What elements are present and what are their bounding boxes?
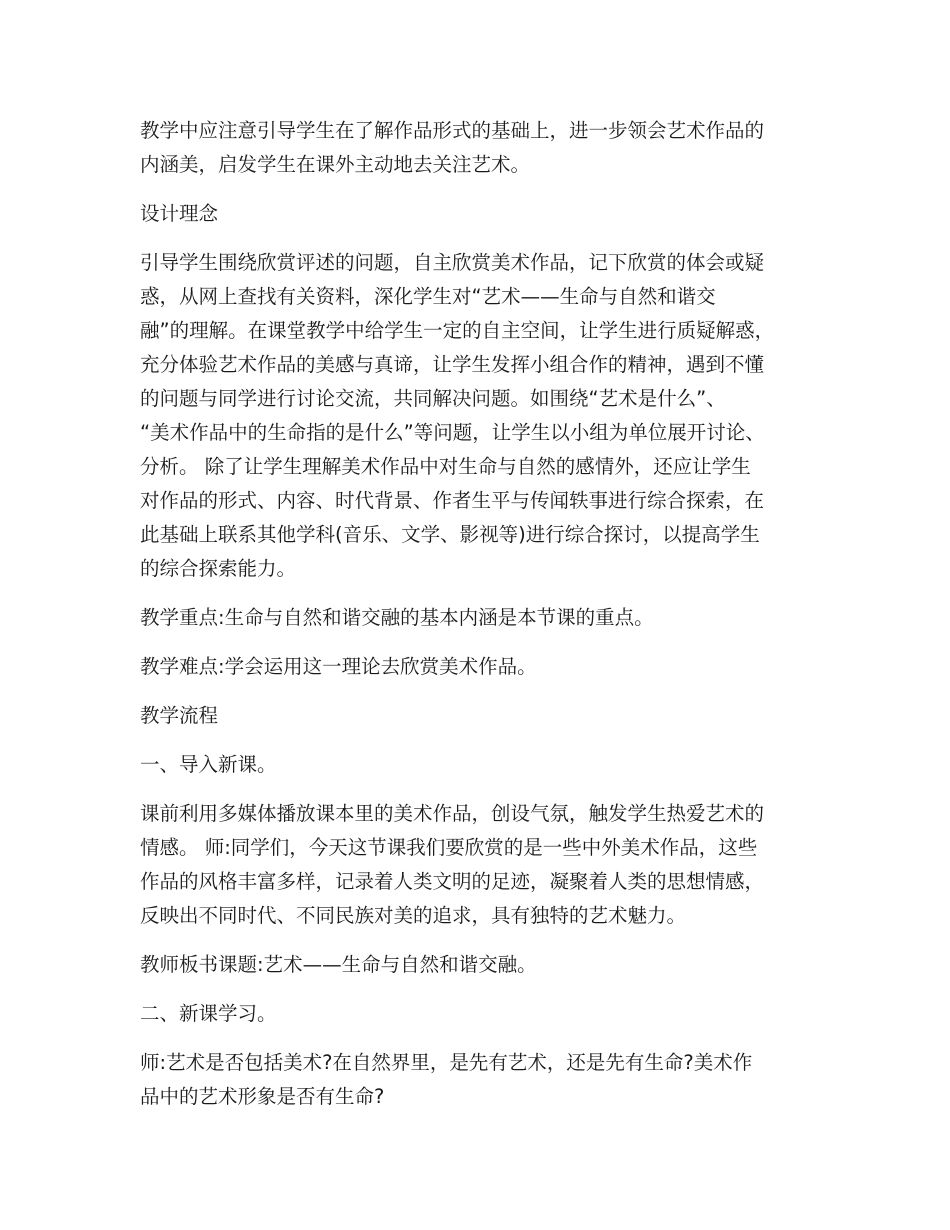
- paragraph-teacher-question: 师:艺术是否包括美术?在自然界里，是先有艺术，还是先有生命?美术作 品中的艺术形象是否有生命?: [140, 1051, 753, 1108]
- heading-design-concept: 设计理念: [140, 202, 219, 225]
- heading-introduction: 一、导入新课。: [140, 753, 277, 776]
- heading-teaching-process: 教学流程: [140, 704, 219, 727]
- paragraph-introduction: 课前利用多媒体播放课本里的美术作品，创设气氛，触发学生热爱艺术的 情感。 师:同学们，今天这节课我们要欣赏的是一些中外美术作品，这些 作品的风格丰富多样，记录着人类文明的足迹，凝聚着人类的思想情感， 反映出不同时代、不同民族对美的追求，具有独特的艺术魅力。: [140, 802, 765, 927]
- teaching-difficulty: 教学难点:学会运用这一理论去欣赏美术作品。: [140, 655, 537, 678]
- heading-new-lesson: 二、新课学习。: [140, 1002, 277, 1025]
- blackboard-title: 教师板书课题:艺术——生命与自然和谐交融。: [140, 953, 537, 976]
- teaching-key-point: 教学重点:生命与自然和谐交融的基本内涵是本节课的重点。: [140, 606, 654, 629]
- paragraph-design-concept: 引导学生围绕欣赏评述的问题，自主欣赏美术作品，记下欣赏的体会或疑 惑，从网上查找有关资料，深化学生对“艺术——生命与自然和谐交 融”的理解。在课堂教学中给学生一定的自主空间，让学生进行质疑解惑， 充分体验艺术作品的美感与真谛，让学生发挥小组合作的精神，遇到不懂 的问题与同学进行讨论交流，共同解决问题。如围绕“艺术是什么”、 “美术作品中的生命指的是什么”等问题，让学生以小组为单位展开讨论、 分析。 除了让学生理解美术作品中对生命与自然的感情外，还应让学生 对作品的形式、内容、时代背景、作者生平与传闻轶事进行综合探索，在 此基础上联系其他学科(音乐、文学、影视等)进行综合探讨，以提高学生 的综合探索能力。: [140, 251, 775, 580]
- document-body: [140, 114, 830, 1129]
- paragraph-intro: 教学中应注意引导学生在了解作品形式的基础上，进一步领会艺术作品的 内涵美，启发学生在课外主动地去关注艺术。: [140, 119, 765, 176]
